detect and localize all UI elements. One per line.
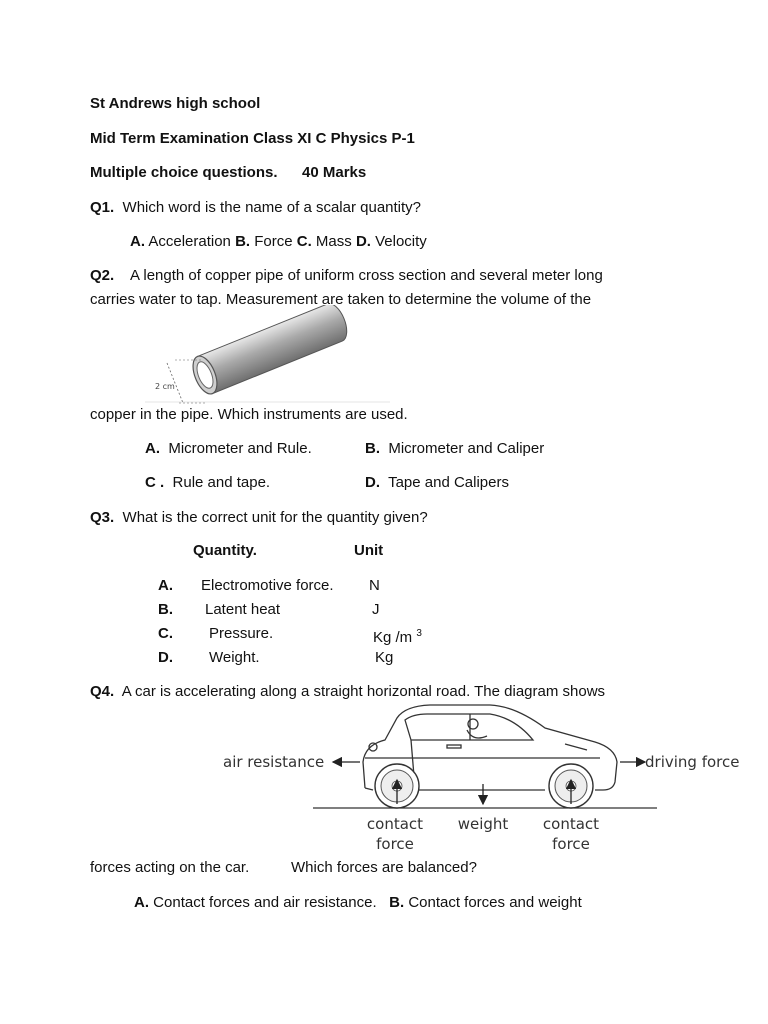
contact-left-label-1: contact [366,815,424,833]
q3-row-c-unit: Kg /m [373,629,413,646]
school-name: St Andrews high school [90,95,261,112]
q3-row-b-unit: J [372,601,380,618]
q1-line [90,198,421,218]
weight-label: weight [457,815,509,833]
contact-right-label-2: force [552,835,590,853]
q2-option-a: Micrometer and Rule. [168,440,312,457]
section-marks: 40 Marks [302,164,367,181]
q3-row-a-letter: A. [158,577,173,594]
q3-row-c-quantity: Pressure. [209,625,274,642]
q4-option-a: Contact forces and air resistance. [153,894,377,911]
q1-options [130,232,427,252]
q4-number: Q4. [90,683,115,700]
q1-option-a-letter: A. [130,233,145,250]
contact-right-label-1: contact [542,815,600,833]
q2-text-2: carries water to tap. Measurement are taken to determine the volume of the [90,291,592,308]
copper-pipe-figure [145,305,395,405]
q3-row-a-quantity: Electromotive force. [201,577,334,594]
car-force-diagram [215,700,755,860]
q3-row-c-letter: C. [158,625,173,642]
q2-number: Q2. [90,267,115,284]
q2-option-c-letter: C . [145,474,165,491]
q1-option-a: Acceleration [148,233,231,250]
q3-row-a-unit: N [369,577,380,594]
exam-title: Mid Term Examination Class XI C Physics P-1 [90,130,415,147]
q4-options [134,893,582,913]
q1-option-b-letter: B. [235,233,251,250]
q2-option-d-row [365,473,509,493]
q2-line1 [90,266,603,286]
q3-row-b-quantity: Latent heat [205,601,281,618]
q3-row-d-unit: Kg [375,649,394,666]
pipe-body [188,305,351,397]
q1-text: Which word is the name of a scalar quantity? [122,199,422,216]
q3-row-b-letter: B. [158,601,173,618]
q1-option-c: Mass [315,233,352,250]
q2-text-3: copper in the pipe. Which instruments are used. [90,406,408,423]
q4-line1 [90,682,605,702]
q2-option-c-row [145,473,270,493]
q4-option-b-letter: B. [389,894,405,911]
q2-option-b-letter: B. [365,440,380,457]
q2-option-c: Rule and tape. [172,474,271,491]
contact-left-label-2: force [376,835,414,853]
q2-option-d: Tape and Calipers [388,474,509,491]
q3-text: What is the correct unit for the quantity given? [122,509,428,526]
q3-header-unit: Unit [354,542,384,559]
q4-text-3: Which forces are balanced? [291,859,477,876]
q2-option-b: Micrometer and Caliper [388,440,545,457]
q4-option-a-letter: A. [134,894,149,911]
q3-row-c-unit-wrap [373,624,422,648]
q2-option-d-letter: D. [365,474,380,491]
pipe-diameter-label: 2 cm [155,382,175,391]
q2-option-b-row [365,439,544,459]
q1-option-c-letter: C. [296,233,312,250]
q2-option-a-row [145,439,312,459]
air-resistance-label: air resistance [223,753,325,771]
q4-text-1: A car is accelerating along a straight horizontal road. The diagram shows [121,683,606,700]
section-title: Multiple choice questions. [90,164,278,181]
q2-option-a-letter: A. [145,440,160,457]
q1-option-b: Force [254,233,293,250]
q4-text-2: forces acting on the car. [90,859,250,876]
q1-option-d: Velocity [375,233,427,250]
q3-line [90,508,428,528]
q3-row-c-unit-exponent: 3 [416,628,422,639]
q3-header-quantity: Quantity. [193,542,257,559]
q1-number: Q1. [90,199,115,216]
driving-force-label: driving force [645,753,740,771]
q2-text-1: A length of copper pipe of uniform cross section and several meter long [130,267,603,284]
q3-row-d-quantity: Weight. [209,649,260,666]
q1-option-d-letter: D. [355,233,371,250]
q3-number: Q3. [90,509,115,526]
q4-option-b: Contact forces and weight [408,894,582,911]
q3-row-d-letter: D. [158,649,173,666]
